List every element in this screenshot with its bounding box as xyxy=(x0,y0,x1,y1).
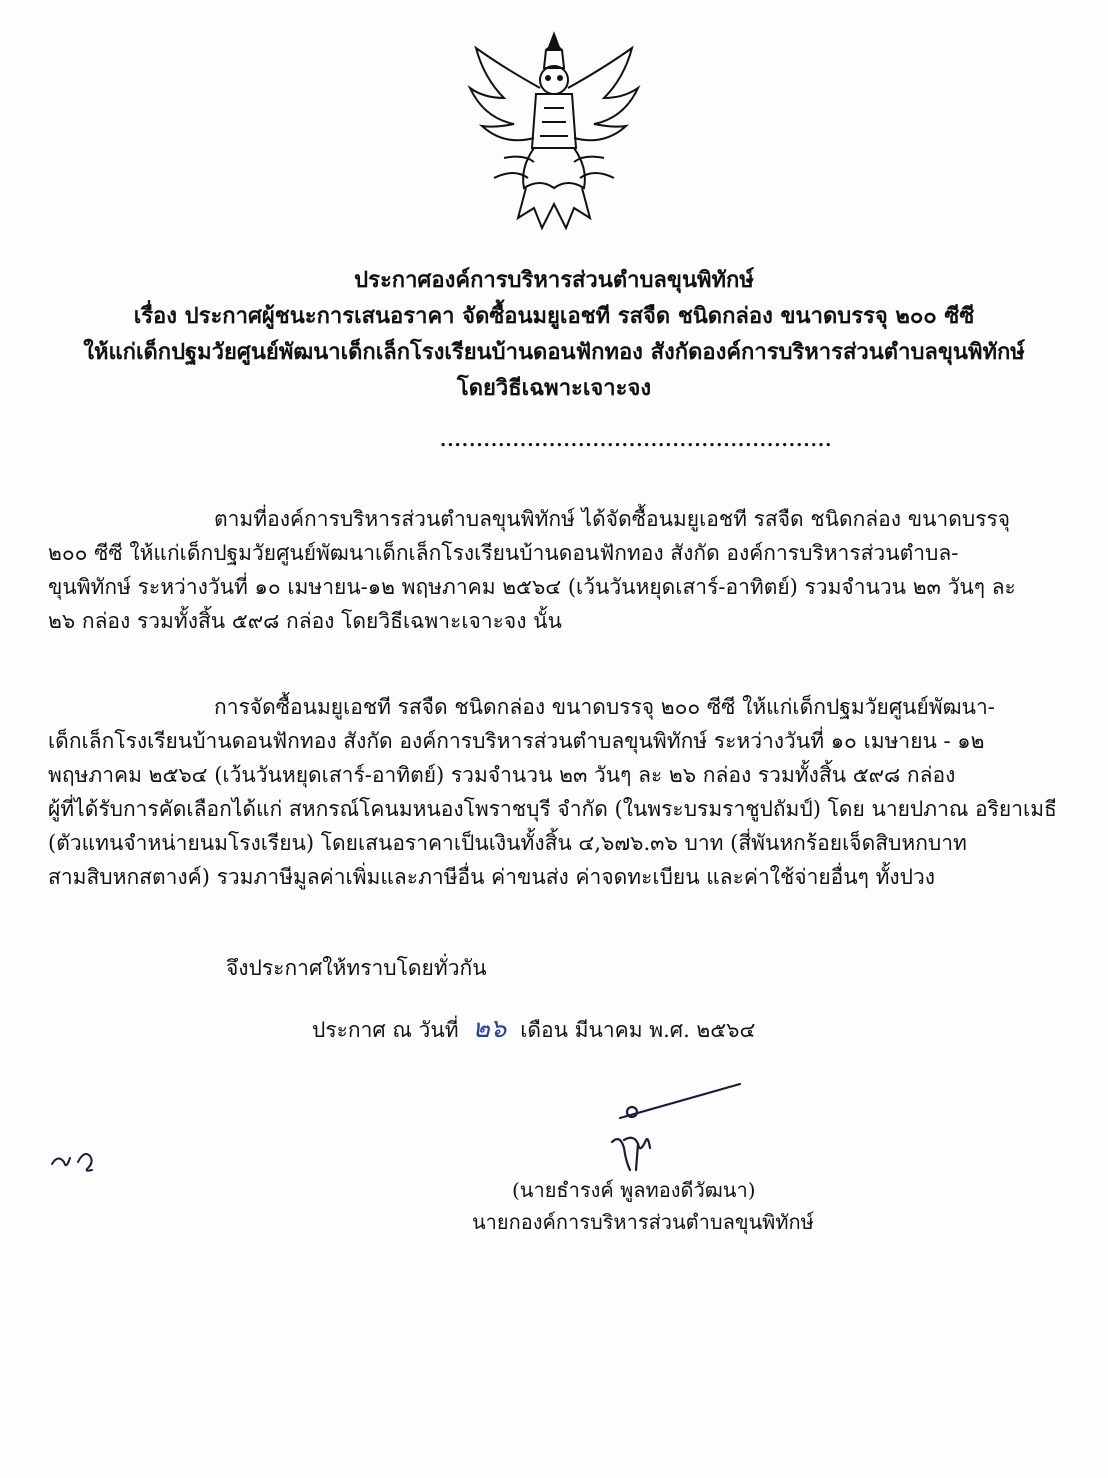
garuda-emblem-icon xyxy=(464,28,644,238)
paragraph-1-line: ขุนพิทักษ์ ระหว่างวันที่ ๑๐ เมษายน-๑๒ พฤษภาคม ๒๕๖๔ (เว้นวันหยุดเสาร์-อาทิตย์) รวมจำนวน ๒๓ วันๆ ละ xyxy=(48,575,1016,599)
announcement-title-block xyxy=(30,262,1078,406)
announcement-date xyxy=(312,1008,755,1049)
signer-position: นายกองค์การบริหารส่วนตำบลขุนพิทักษ์ xyxy=(472,1210,814,1234)
closing-statement: จึงประกาศให้ทราบโดยทั่วกัน xyxy=(226,956,487,980)
separator-dots: ...................................................... xyxy=(440,430,833,451)
paragraph-1 xyxy=(48,502,1060,638)
paragraph-2-line: การจัดซื้อนมยูเอชที รสจืด ชนิดกล่อง ขนาดบรรจุ ๒๐๐ ซีซี ให้แก่เด็กปฐมวัยศูนย์พัฒนา- xyxy=(214,695,995,719)
paragraph-2-line: เด็กเล็กโรงเรียนบ้านดอนฟักทอง สังกัด องค์การบริหารส่วนตำบลขุนพิทักษ์ ระหว่างวันที่ ๑๐ เมษายน - ๑๒ xyxy=(48,729,985,753)
subject-line-1: เรื่อง ประกาศผู้ชนะการเสนอราคา จัดซื้อนมยูเอชที รสจืด ชนิดกล่อง ขนาดบรรจุ ๒๐๐ ซีซี xyxy=(133,303,975,329)
subject-line-3: โดยวิธีเฉพาะเจาะจง xyxy=(456,375,652,401)
paragraph-2-line: (ตัวแทนจำหน่ายนมโรงเรียน) โดยเสนอราคาเป็นเงินทั้งสิ้น ๔,๖๗๖.๓๖ บาท (สี่พันหกร้อยเจ็ดสิบหกบาท xyxy=(48,831,967,855)
date-prefix: ประกาศ ณ วันที่ xyxy=(312,1018,459,1042)
margin-initials-icon xyxy=(48,1140,108,1180)
paragraph-2-line: สามสิบหกสตางค์) รวมภาษีมูลค่าเพิ่มและภาษีอื่น ค่าขนส่ง ค่าจดทะเบียน และค่าใช้จ่ายอื่นๆ ทั้งปวง xyxy=(48,865,936,889)
signer-name: (นายธำรงค์ พูลทองดีวัฒนา) xyxy=(512,1178,756,1202)
paragraph-2-line: ผู้ที่ได้รับการคัดเลือกได้แก่ สหกรณ์โคนมหนองโพราชบุรี จำกัด (ในพระบรมราชูปถัมป์) โดย นายปภาณ อริยาเมธี xyxy=(48,797,1057,821)
date-day-handwritten: ๒๖ xyxy=(472,1014,507,1044)
date-month-year: เดือน มีนาคม พ.ศ. ๒๕๖๔ xyxy=(520,1018,756,1042)
paragraph-1-line: ๒๖ กล่อง รวมทั้งสิ้น ๕๙๘ กล่อง โดยวิธีเฉพาะเจาะจง นั้น xyxy=(48,609,562,633)
subject-line-2: ให้แก่เด็กปฐมวัยศูนย์พัฒนาเด็กเล็กโรงเรียนบ้านดอนฟักทอง สังกัดองค์การบริหารส่วนตำบลขุนพิทักษ์ xyxy=(83,339,1025,365)
announcement-title: ประกาศองค์การบริหารส่วนตำบลขุนพิทักษ์ xyxy=(354,267,754,293)
handwritten-signature-icon xyxy=(560,1078,760,1178)
paragraph-2-line: พฤษภาคม ๒๕๖๔ (เว้นวันหยุดเสาร์-อาทิตย์) รวมจำนวน ๒๓ วันๆ ละ ๒๖ กล่อง รวมทั้งสิ้น ๕๙๘ กล่อง xyxy=(48,763,956,787)
paragraph-1-line: ๒๐๐ ซีซี ให้แก่เด็กปฐมวัยศูนย์พัฒนาเด็กเล็กโรงเรียนบ้านดอนฟักทอง สังกัด องค์การบริหารส่วนตำบล- xyxy=(48,541,959,565)
paragraph-2 xyxy=(48,690,1060,894)
paragraph-1-line: ตามที่องค์การบริหารส่วนตำบลขุนพิทักษ์ ได้จัดซื้อนมยูเอชที รสจืด ชนิดกล่อง ขนาดบรรจุ xyxy=(214,507,1011,531)
